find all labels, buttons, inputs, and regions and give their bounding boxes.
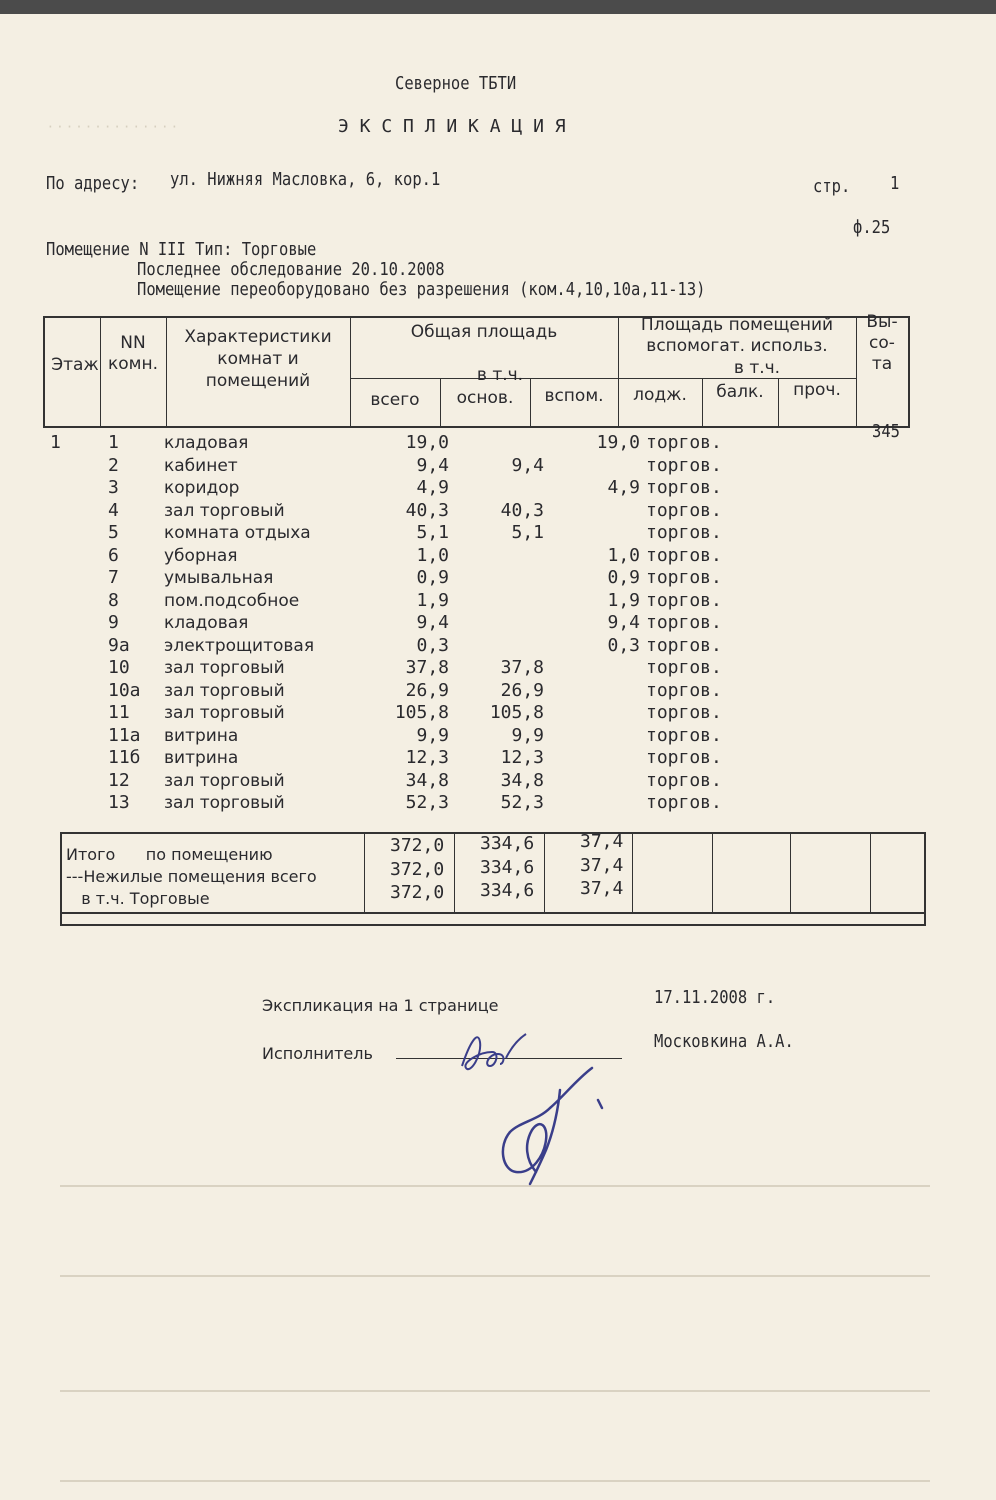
header-aux-area-2: вспомогат. использ. xyxy=(646,336,828,356)
bleed-through-line xyxy=(60,1275,930,1277)
row-main-area: 105,8 xyxy=(489,702,544,723)
row-total-area: 0,3 xyxy=(416,634,449,656)
row-room-name: кладовая xyxy=(164,433,249,453)
executor-label: Исполнитель xyxy=(262,1044,373,1063)
row-room-number: 9 xyxy=(108,612,119,633)
row-usage: торгов. xyxy=(646,522,722,543)
row-main-area: 40,3 xyxy=(500,499,544,521)
header-description-2: комнат и xyxy=(217,349,299,369)
row-main-area xyxy=(449,567,544,590)
grid-line xyxy=(60,832,62,926)
totals-main: 334,6 xyxy=(480,880,535,901)
row-aux-area xyxy=(544,770,640,793)
row-usage: торгов. xyxy=(646,499,722,521)
row-room-name: зал торговый xyxy=(164,680,285,701)
table-row xyxy=(50,477,756,500)
bleed-through-line xyxy=(60,1390,930,1392)
header-height-3: та xyxy=(871,354,893,374)
row-room-name: пом.подсобное xyxy=(164,590,300,611)
row-total-area: 9,4 xyxy=(416,612,449,633)
row-main-area xyxy=(449,545,544,568)
row-main-area xyxy=(449,635,544,658)
header-all: всего xyxy=(370,390,420,410)
row-total-area: 52,3 xyxy=(405,792,449,813)
grid-line xyxy=(364,832,365,914)
row-main-area: 26,9 xyxy=(500,679,544,701)
table-row xyxy=(50,432,756,455)
row-floor xyxy=(50,567,108,590)
grid-line xyxy=(60,924,926,926)
grid-line xyxy=(908,316,910,428)
row-main-area: 34,8 xyxy=(500,769,544,791)
row-room-number: 6 xyxy=(108,544,119,566)
row-room-name: зал торговый xyxy=(164,500,285,521)
row-total-area: 34,8 xyxy=(405,769,449,791)
row-room-number: 7 xyxy=(108,567,119,588)
totals-total: 372,0 xyxy=(390,882,445,903)
table-row xyxy=(50,612,756,635)
table-row xyxy=(50,680,756,703)
row-floor xyxy=(50,477,108,500)
row-room-number: 11а xyxy=(108,724,141,746)
row-usage: торгов. xyxy=(646,769,722,791)
row-usage: торгов. xyxy=(646,612,722,633)
row-room-number: 12 xyxy=(108,769,130,791)
table-row xyxy=(50,545,756,568)
row-room-name: зал торговый xyxy=(164,703,285,723)
header-incl: в т.ч. xyxy=(476,365,524,385)
row-total-area: 1,0 xyxy=(416,544,449,566)
grid-line xyxy=(454,832,455,914)
table-row xyxy=(50,747,756,770)
row-usage: торгов. xyxy=(646,702,722,723)
row-room-name: кладовая xyxy=(164,613,249,633)
row-total-area: 9,4 xyxy=(416,454,449,476)
row-room-number: 1 xyxy=(108,432,119,453)
row-aux-area xyxy=(544,747,640,770)
header-description: Характеристики xyxy=(184,327,332,347)
row-total-area: 12,3 xyxy=(405,747,449,768)
row-floor xyxy=(50,635,108,658)
page-number: 1 xyxy=(890,173,900,194)
row-floor xyxy=(50,455,108,478)
bleed-through-text: · · · · · · · · · · · · · · xyxy=(48,118,177,136)
row-aux-area: 0,3 xyxy=(607,634,640,656)
row-total-area: 9,9 xyxy=(416,724,449,746)
row-floor xyxy=(50,612,108,635)
address-value: ул. Нижняя Масловка, 6, кор.1 xyxy=(170,169,441,190)
row-aux-area: 1,0 xyxy=(607,544,640,566)
executor-name: Московкина А.А. xyxy=(654,1031,794,1052)
row-aux-area xyxy=(544,792,640,815)
row-room-name: зал торговый xyxy=(164,658,285,678)
totals-aux: 37,4 xyxy=(580,878,624,899)
row-main-area: 9,9 xyxy=(511,724,544,746)
row-room-number: 11б xyxy=(108,747,141,768)
row-total-area: 105,8 xyxy=(394,702,449,723)
row-floor xyxy=(50,702,108,725)
row-usage: торгов. xyxy=(646,544,722,566)
row-floor: 1 xyxy=(50,432,61,453)
approver-signature-icon xyxy=(480,1060,620,1190)
row-main-area xyxy=(449,612,544,635)
row-room-number: 5 xyxy=(108,522,119,543)
header-room-no: NN xyxy=(120,333,146,353)
totals-label: ---Нежилые помещения всего xyxy=(66,867,317,886)
row-total-area: 4,9 xyxy=(416,477,449,498)
row-room-name: зал торговый xyxy=(164,770,285,791)
row-room-number: 3 xyxy=(108,477,119,498)
grid-line xyxy=(60,912,926,914)
row-main-area xyxy=(449,432,544,455)
table-row xyxy=(50,455,756,478)
totals-total: 372,0 xyxy=(390,859,445,880)
row-room-number: 8 xyxy=(108,589,119,611)
grid-line xyxy=(544,832,545,914)
room-height-value: 345 xyxy=(872,421,900,442)
table-row xyxy=(50,657,756,680)
row-room-name: коридор xyxy=(164,478,240,498)
row-room-name: витрина xyxy=(164,725,239,746)
totals-aux: 37,4 xyxy=(580,855,624,876)
row-main-area: 5,1 xyxy=(511,522,544,543)
document-title: Э К С П Л И К А Ц И Я xyxy=(338,116,566,137)
row-room-number: 2 xyxy=(108,454,119,476)
row-main-area: 37,8 xyxy=(500,657,544,678)
row-aux-area xyxy=(544,455,640,478)
row-room-number: 10 xyxy=(108,657,130,678)
row-aux-area: 0,9 xyxy=(607,567,640,588)
row-room-number: 4 xyxy=(108,499,119,521)
header-height: Вы- xyxy=(866,312,898,332)
grid-line xyxy=(632,832,633,914)
row-usage: торгов. xyxy=(646,747,722,768)
row-room-name: витрина xyxy=(164,748,239,768)
row-total-area: 19,0 xyxy=(405,432,449,453)
row-floor xyxy=(50,725,108,748)
scan-top-edge xyxy=(0,0,996,14)
premises-line: Помещение N III Тип: Торговые xyxy=(46,239,317,260)
row-floor xyxy=(50,770,108,793)
row-usage: торгов. xyxy=(646,792,722,813)
grid-line xyxy=(43,316,45,428)
survey-line: Последнее обследование 20.10.2008 xyxy=(137,259,445,280)
row-main-area xyxy=(449,477,544,500)
row-room-name: умывальная xyxy=(164,568,274,588)
table-row xyxy=(50,770,756,793)
explication-table xyxy=(50,432,756,815)
page-label: стр. xyxy=(813,176,851,197)
row-total-area: 1,9 xyxy=(416,589,449,611)
grid-line xyxy=(870,832,871,914)
header-main: основ. xyxy=(456,388,514,408)
row-usage: торгов. xyxy=(646,477,722,498)
header-loggia: лодж. xyxy=(633,385,687,405)
header-incl-2: в т.ч. xyxy=(733,358,781,378)
row-room-number: 9а xyxy=(108,634,130,656)
row-aux-area xyxy=(544,657,640,680)
row-usage: торгов. xyxy=(646,589,722,611)
grid-line xyxy=(790,832,791,914)
totals-main: 334,6 xyxy=(480,857,535,878)
row-main-area: 52,3 xyxy=(500,792,544,813)
row-total-area: 5,1 xyxy=(416,522,449,543)
row-aux-area xyxy=(544,725,640,748)
form-code: ф.25 xyxy=(853,217,891,238)
row-room-name: зал торговый xyxy=(164,793,285,813)
row-room-name: комната отдыха xyxy=(164,523,311,543)
row-aux-area xyxy=(544,680,640,703)
totals-label: в т.ч. Торговые xyxy=(66,889,210,908)
row-floor xyxy=(50,747,108,770)
organization-name: Северное ТБТИ xyxy=(395,73,517,94)
table-row xyxy=(50,567,756,590)
header-floor: Этаж xyxy=(51,355,99,375)
header-height-2: со- xyxy=(869,333,895,353)
document-date: 17.11.2008 г. xyxy=(654,987,776,1008)
table-row xyxy=(50,702,756,725)
totals-label: Итого по помещению xyxy=(66,845,273,864)
row-room-number: 13 xyxy=(108,792,130,813)
header-description-3: помещений xyxy=(205,371,311,391)
grid-line xyxy=(924,832,926,926)
row-floor xyxy=(50,792,108,815)
row-aux-area: 1,9 xyxy=(607,589,640,611)
grid-line xyxy=(43,426,910,428)
table-row xyxy=(50,522,756,545)
row-main-area: 12,3 xyxy=(500,747,544,768)
grid-line xyxy=(712,832,713,914)
row-main-area: 9,4 xyxy=(511,454,544,476)
row-total-area: 0,9 xyxy=(416,567,449,588)
row-room-number: 11 xyxy=(108,702,130,723)
row-room-name: кабинет xyxy=(164,455,238,476)
row-aux-area xyxy=(544,702,640,725)
row-usage: торгов. xyxy=(646,724,722,746)
row-room-number: 10а xyxy=(108,679,141,701)
row-usage: торгов. xyxy=(646,432,722,453)
row-room-name: уборная xyxy=(164,545,238,566)
row-floor xyxy=(50,522,108,545)
row-floor xyxy=(50,657,108,680)
row-total-area: 26,9 xyxy=(405,679,449,701)
row-aux-area: 9,4 xyxy=(607,612,640,633)
row-room-name: электрощитовая xyxy=(164,635,315,656)
row-aux-area: 19,0 xyxy=(596,432,640,453)
row-usage: торгов. xyxy=(646,634,722,656)
row-floor xyxy=(50,545,108,568)
pages-line: Экспликация на 1 странице xyxy=(262,996,499,1015)
row-usage: торгов. xyxy=(646,454,722,476)
table-row xyxy=(50,590,756,613)
row-usage: торгов. xyxy=(646,657,722,678)
address-label: По адресу: xyxy=(46,173,140,194)
row-total-area: 40,3 xyxy=(405,499,449,521)
header-other: проч. xyxy=(793,380,841,400)
row-floor xyxy=(50,500,108,523)
table-row xyxy=(50,500,756,523)
header-aux: вспом. xyxy=(544,386,604,406)
table-row xyxy=(50,725,756,748)
header-total-area: Общая площадь xyxy=(410,322,558,342)
remodel-line: Помещение переоборудовано без разрешения (ком.4,10,10а,11-13) xyxy=(137,279,706,300)
totals-main: 334,6 xyxy=(480,833,535,854)
row-aux-area xyxy=(544,522,640,545)
header-aux-area: Площадь помещений xyxy=(640,315,834,335)
row-usage: торгов. xyxy=(646,679,722,701)
row-aux-area xyxy=(544,500,640,523)
header-balcony: балк. xyxy=(716,382,764,402)
totals-total: 372,0 xyxy=(390,835,445,856)
table-row xyxy=(50,635,756,658)
row-aux-area: 4,9 xyxy=(607,477,640,498)
row-usage: торгов. xyxy=(646,567,722,588)
row-total-area: 37,8 xyxy=(405,657,449,678)
row-floor xyxy=(50,680,108,703)
totals-aux: 37,4 xyxy=(580,831,624,852)
header-room-no-2: комн. xyxy=(107,354,158,374)
bleed-through-line xyxy=(60,1480,930,1482)
row-main-area xyxy=(449,590,544,613)
table-row xyxy=(50,792,756,815)
row-floor xyxy=(50,590,108,613)
